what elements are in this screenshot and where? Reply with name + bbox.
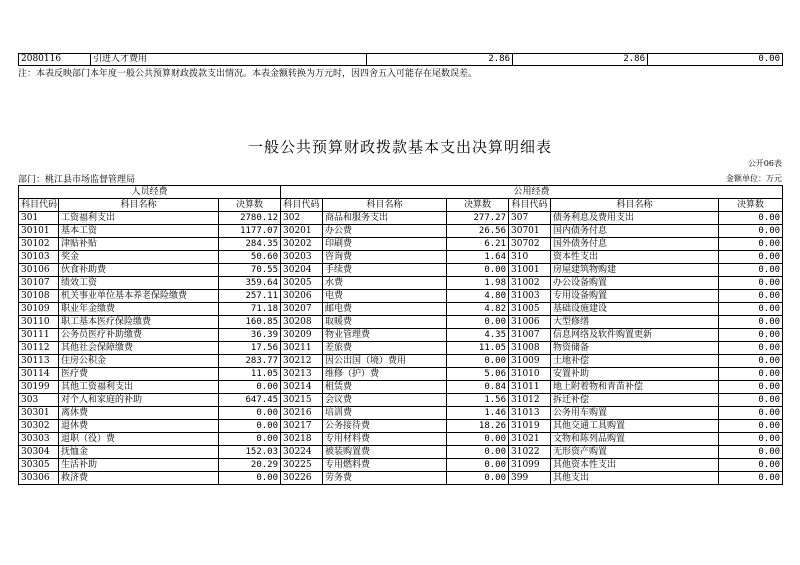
cell-code: 30306	[19, 472, 59, 485]
table-row	[19, 290, 783, 303]
table-row	[19, 381, 783, 394]
cell-name: 被装购置费	[323, 446, 447, 459]
cell-code: 30205	[281, 277, 323, 290]
cell-name: 维修（护）费	[323, 368, 447, 381]
cell-name: 职业年金缴费	[59, 303, 219, 316]
cell-name: 住房公积金	[59, 355, 219, 368]
cell-code: 31021	[509, 433, 551, 446]
cell-amount: 11.05	[447, 342, 509, 355]
cell-amount: 20.29	[219, 459, 281, 472]
table-row	[19, 264, 783, 277]
cell-name: 无形资产购置	[551, 446, 719, 459]
cell-amount: 0.00	[719, 264, 783, 277]
cell-code: 30103	[19, 251, 59, 264]
cell-amount: 0.00	[219, 420, 281, 433]
cell-name: 租赁费	[323, 381, 447, 394]
cell-code: 30209	[281, 329, 323, 342]
cell-name: 会议费	[323, 394, 447, 407]
cell-name: 救济费	[59, 472, 219, 485]
cell-value: 0.00	[648, 54, 783, 66]
cell-code: 31022	[509, 446, 551, 459]
table-row	[19, 329, 783, 342]
cell-code: 30111	[19, 329, 59, 342]
cell-value: 2.86	[367, 54, 513, 66]
table-row	[19, 472, 783, 485]
cell-name: 基础设施建设	[551, 303, 719, 316]
table-row	[19, 277, 783, 290]
cell-amount: 6.21	[447, 238, 509, 251]
cell-amount: 284.35	[219, 238, 281, 251]
cell-code: 30701	[509, 225, 551, 238]
cell-amount: 17.56	[219, 342, 281, 355]
cell-name: 退休费	[59, 420, 219, 433]
cell-name: 职工基本医疗保险缴费	[59, 316, 219, 329]
cell-name: 公务接待费	[323, 420, 447, 433]
cell-amount: 71.18	[219, 303, 281, 316]
cell-code: 30215	[281, 394, 323, 407]
cell-code: 31010	[509, 368, 551, 381]
cell-amount: 0.00	[719, 433, 783, 446]
cell-name: 房屋建筑物购建	[551, 264, 719, 277]
table-row	[19, 394, 783, 407]
col-code: 科目代码	[281, 199, 323, 212]
cell-amount: 257.11	[219, 290, 281, 303]
cell-code: 30202	[281, 238, 323, 251]
table-note: 注：本表反映部门本年度一般公共预算财政拨款支出情况。本表金额转换为万元时，因四舍五入可能存在尾数误差。	[18, 69, 478, 79]
cell-amount: 0.00	[447, 433, 509, 446]
page-title: 一般公共预算财政拨款基本支出决算明细表	[247, 138, 552, 156]
cell-code: 31099	[509, 459, 551, 472]
cell-amount: 0.00	[719, 290, 783, 303]
cell-amount: 4.82	[447, 303, 509, 316]
col-amount: 决算数	[447, 199, 509, 212]
table-row	[19, 355, 783, 368]
cell-name: 因公出国（境）费用	[323, 355, 447, 368]
cell-code: 30106	[19, 264, 59, 277]
cell-amount: 0.00	[719, 368, 783, 381]
cell-amount: 1.46	[447, 407, 509, 420]
cell-name: 工资福利支出	[59, 212, 219, 225]
cell-name: 其他资本性支出	[551, 459, 719, 472]
cell-code: 30114	[19, 368, 59, 381]
cell-amount: 0.00	[719, 238, 783, 251]
cell-amount: 4.80	[447, 290, 509, 303]
cell-name: 机关事业单位基本养老保险缴费	[59, 290, 219, 303]
cell-amount: 0.00	[719, 212, 783, 225]
cell-name: 专用材料费	[323, 433, 447, 446]
cell-code: 30108	[19, 290, 59, 303]
cell-code: 30302	[19, 420, 59, 433]
cell-amount: 1.64	[447, 251, 509, 264]
cell-name: 咨询费	[323, 251, 447, 264]
cell-code: 2080116	[19, 54, 91, 66]
previous-table-fragment	[18, 53, 783, 66]
cell-code: 30211	[281, 342, 323, 355]
cell-name: 奖金	[59, 251, 219, 264]
cell-name: 拆迁补偿	[551, 394, 719, 407]
cell-name: 大型修缮	[551, 316, 719, 329]
cell-amount: 0.00	[719, 251, 783, 264]
cell-amount: 0.00	[719, 277, 783, 290]
cell-amount: 160.85	[219, 316, 281, 329]
cell-amount: 277.27	[447, 212, 509, 225]
table-row	[19, 212, 783, 225]
cell-amount: 0.00	[719, 420, 783, 433]
cell-amount: 0.00	[447, 459, 509, 472]
cell-amount: 152.03	[219, 446, 281, 459]
cell-name: 地上附着物和青苗补偿	[551, 381, 719, 394]
cell-code: 30208	[281, 316, 323, 329]
cell-name: 其他社会保障缴费	[59, 342, 219, 355]
cell-name: 对个人和家庭的补助	[59, 394, 219, 407]
cell-name: 离休费	[59, 407, 219, 420]
cell-name: 办公费	[323, 225, 447, 238]
table-row	[19, 54, 783, 66]
cell-amount: 5.06	[447, 368, 509, 381]
cell-amount: 0.00	[719, 394, 783, 407]
table-row	[19, 433, 783, 446]
department-label: 部门：桃江县市场监督管理局	[18, 175, 136, 185]
cell-amount: 283.77	[219, 355, 281, 368]
cell-code: 30199	[19, 381, 59, 394]
cell-code: 30113	[19, 355, 59, 368]
table-row	[19, 407, 783, 420]
cell-amount: 11.05	[219, 368, 281, 381]
cell-amount: 4.35	[447, 329, 509, 342]
cell-code: 302	[281, 212, 323, 225]
cell-amount: 0.00	[719, 303, 783, 316]
unit-label: 金额单位：万元	[726, 174, 782, 183]
cell-code: 30203	[281, 251, 323, 264]
cell-code: 301	[19, 212, 59, 225]
cell-name: 手续费	[323, 264, 447, 277]
cell-name: 邮电费	[323, 303, 447, 316]
cell-name: 物资储备	[551, 342, 719, 355]
cell-code: 31002	[509, 277, 551, 290]
cell-code: 30101	[19, 225, 59, 238]
cell-name: 债务利息及费用支出	[551, 212, 719, 225]
cell-amount: 1.98	[447, 277, 509, 290]
cell-amount: 0.00	[719, 407, 783, 420]
cell-name: 退职（役）费	[59, 433, 219, 446]
cell-code: 30109	[19, 303, 59, 316]
cell-name: 劳务费	[323, 472, 447, 485]
cell-name: 国内债务付息	[551, 225, 719, 238]
cell-name: 其他支出	[551, 472, 719, 485]
cell-name: 商品和服务支出	[323, 212, 447, 225]
cell-code: 30225	[281, 459, 323, 472]
cell-code: 30112	[19, 342, 59, 355]
table-row	[19, 303, 783, 316]
cell-amount: 1177.07	[219, 225, 281, 238]
cell-amount: 0.00	[219, 407, 281, 420]
col-name: 科目名称	[59, 199, 219, 212]
cell-name: 专用燃料费	[323, 459, 447, 472]
cell-name: 物业管理费	[323, 329, 447, 342]
cell-code: 31011	[509, 381, 551, 394]
cell-name: 资本性支出	[551, 251, 719, 264]
cell-value: 2.86	[513, 54, 648, 66]
cell-code: 31009	[509, 355, 551, 368]
cell-name: 引进人才费用	[91, 54, 367, 66]
column-header-row	[19, 199, 783, 212]
cell-amount: 0.00	[447, 355, 509, 368]
col-name: 科目名称	[551, 199, 719, 212]
cell-name: 安置补助	[551, 368, 719, 381]
cell-amount: 359.64	[219, 277, 281, 290]
cell-amount: 1.56	[447, 394, 509, 407]
cell-code: 307	[509, 212, 551, 225]
cell-code: 30204	[281, 264, 323, 277]
cell-code: 30206	[281, 290, 323, 303]
table-row	[19, 316, 783, 329]
cell-name: 电费	[323, 290, 447, 303]
cell-code: 30214	[281, 381, 323, 394]
cell-code: 31019	[509, 420, 551, 433]
cell-amount: 70.55	[219, 264, 281, 277]
cell-amount: 0.00	[219, 433, 281, 446]
table-row	[19, 446, 783, 459]
cell-amount: 0.00	[719, 342, 783, 355]
cell-amount: 0.00	[719, 316, 783, 329]
table-row	[19, 251, 783, 264]
cell-code: 30301	[19, 407, 59, 420]
col-amount: 决算数	[219, 199, 281, 212]
cell-code: 30305	[19, 459, 59, 472]
cell-amount: 50.60	[219, 251, 281, 264]
cell-code: 30304	[19, 446, 59, 459]
cell-code: 31007	[509, 329, 551, 342]
table-row	[19, 238, 783, 251]
cell-amount: 0.00	[719, 472, 783, 485]
cell-name: 印刷费	[323, 238, 447, 251]
cell-amount: 0.00	[719, 329, 783, 342]
cell-code: 303	[19, 394, 59, 407]
cell-code: 30224	[281, 446, 323, 459]
cell-name: 专用设备购置	[551, 290, 719, 303]
cell-amount: 0.00	[719, 225, 783, 238]
cell-amount: 0.00	[719, 355, 783, 368]
col-code: 科目代码	[509, 199, 551, 212]
cell-code: 30303	[19, 433, 59, 446]
cell-code: 30107	[19, 277, 59, 290]
personnel-header: 人员经费	[19, 186, 281, 199]
cell-code: 31003	[509, 290, 551, 303]
cell-code: 31013	[509, 407, 551, 420]
cell-amount: 647.45	[219, 394, 281, 407]
expenditure-table	[18, 185, 783, 485]
public-header: 公用经费	[281, 186, 783, 199]
cell-code: 30102	[19, 238, 59, 251]
cell-amount: 18.26	[447, 420, 509, 433]
cell-amount: 0.00	[719, 446, 783, 459]
cell-code: 30212	[281, 355, 323, 368]
cell-name: 国外债务付息	[551, 238, 719, 251]
cell-name: 培训费	[323, 407, 447, 420]
cell-name: 基本工资	[59, 225, 219, 238]
cell-code: 30213	[281, 368, 323, 381]
col-name: 科目名称	[323, 199, 447, 212]
cell-amount: 26.56	[447, 225, 509, 238]
cell-name: 其他工资福利支出	[59, 381, 219, 394]
col-amount: 决算数	[719, 199, 783, 212]
cell-code: 30110	[19, 316, 59, 329]
cell-name: 医疗费	[59, 368, 219, 381]
cell-amount: 2780.12	[219, 212, 281, 225]
cell-name: 信息网络及软件购置更新	[551, 329, 719, 342]
cell-amount: 0.00	[447, 446, 509, 459]
form-number: 公开06表	[747, 159, 782, 168]
cell-name: 土地补偿	[551, 355, 719, 368]
cell-name: 办公设备购置	[551, 277, 719, 290]
cell-amount: 0.00	[719, 381, 783, 394]
table-row	[19, 420, 783, 433]
cell-name: 生活补助	[59, 459, 219, 472]
cell-amount: 0.00	[219, 381, 281, 394]
cell-code: 399	[509, 472, 551, 485]
cell-code: 31012	[509, 394, 551, 407]
cell-name: 公务员医疗补助缴费	[59, 329, 219, 342]
cell-amount: 36.39	[219, 329, 281, 342]
cell-name: 绩效工资	[59, 277, 219, 290]
table-row	[19, 368, 783, 381]
cell-name: 其他交通工具购置	[551, 420, 719, 433]
cell-name: 取暖费	[323, 316, 447, 329]
cell-name: 文物和陈列品购置	[551, 433, 719, 446]
cell-code: 30207	[281, 303, 323, 316]
cell-amount: 0.00	[447, 472, 509, 485]
cell-amount: 0.84	[447, 381, 509, 394]
cell-code: 30702	[509, 238, 551, 251]
table-row	[19, 459, 783, 472]
cell-name: 津贴补贴	[59, 238, 219, 251]
cell-code: 30226	[281, 472, 323, 485]
cell-amount: 0.00	[719, 459, 783, 472]
table-row	[19, 225, 783, 238]
cell-code: 30216	[281, 407, 323, 420]
cell-code: 310	[509, 251, 551, 264]
group-header-row	[19, 186, 783, 199]
col-code: 科目代码	[19, 199, 59, 212]
cell-name: 差旅费	[323, 342, 447, 355]
cell-code: 31006	[509, 316, 551, 329]
cell-code: 30201	[281, 225, 323, 238]
cell-amount: 0.00	[447, 316, 509, 329]
cell-amount: 0.00	[447, 264, 509, 277]
cell-code: 31008	[509, 342, 551, 355]
cell-name: 公务用车购置	[551, 407, 719, 420]
cell-code: 31005	[509, 303, 551, 316]
cell-code: 30218	[281, 433, 323, 446]
cell-code: 30217	[281, 420, 323, 433]
cell-code: 31001	[509, 264, 551, 277]
cell-name: 抚恤金	[59, 446, 219, 459]
cell-name: 伙食补助费	[59, 264, 219, 277]
table-row	[19, 342, 783, 355]
cell-amount: 0.00	[219, 472, 281, 485]
cell-name: 水费	[323, 277, 447, 290]
